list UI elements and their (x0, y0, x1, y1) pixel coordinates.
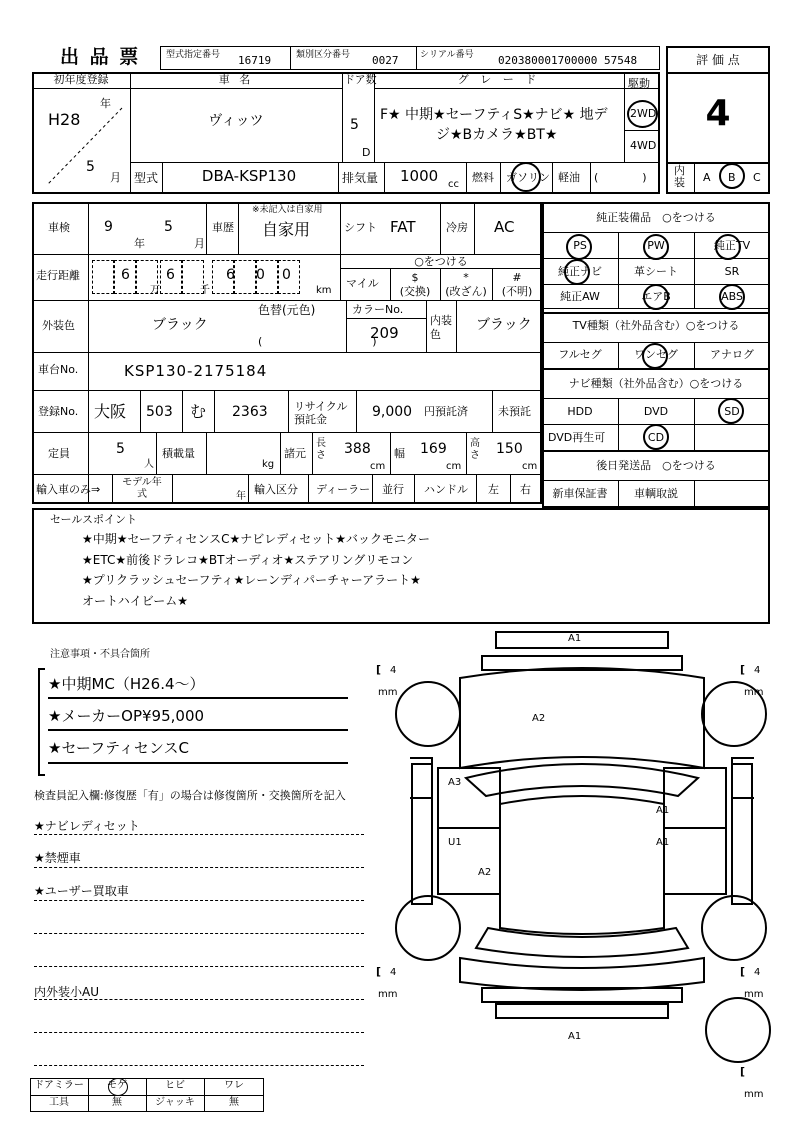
height-label: 高さ (470, 438, 480, 461)
mark-left-rear-door: U1 (448, 837, 462, 848)
sales-line: ★ETC★前後ドラレコ★BTオーディオ★ステアリングリモコン (82, 553, 414, 567)
tv-fullseg: フルセグ (558, 348, 602, 361)
month-unit: 月 (110, 171, 121, 184)
tv-analog: アナログ (710, 348, 754, 361)
tamper-option: (改ざん) (445, 285, 487, 298)
displacement-value: 1000 (400, 167, 439, 185)
displacement-label: 排気量 (342, 171, 379, 185)
int-color-value: ブラック (476, 317, 532, 333)
circle-pw (643, 234, 669, 260)
type-value: DBA-KSP130 (201, 167, 297, 185)
mileage-circle-note: ○をつける (414, 255, 468, 268)
plate-class: 503 (146, 404, 173, 420)
car-damage-diagram (370, 628, 790, 1128)
equip-airbag: エアB (641, 290, 671, 303)
doors-value: 5 (350, 117, 359, 133)
drive-2wd-circle (627, 100, 658, 128)
tv-title: TV種類（社外品含む）○をつける (572, 319, 740, 332)
mark-left-rocker: A2 (478, 867, 492, 878)
dvd-label: DVD再生可 (548, 431, 606, 444)
interior-label: 内装 (674, 164, 685, 189)
era-value: H28 (48, 110, 81, 129)
ext-color-value: ブラック (152, 317, 208, 333)
fuel-gasoline-circle (511, 162, 541, 192)
orig-color-label: 色替(元色) (258, 303, 316, 317)
plate-region: 大阪 (94, 402, 127, 421)
unknown-symbol: # (512, 271, 522, 284)
model-designation-value: 16719 (238, 54, 272, 67)
plate-label: 登録No. (38, 405, 79, 418)
mileage-digit: 6 (121, 267, 130, 283)
width-label: 幅 (394, 447, 405, 460)
mirror-break: ワレ (224, 1080, 244, 1091)
notes-line: ★中期MC（H26.4〜） (48, 675, 205, 693)
score-label: 評 価 点 (696, 53, 740, 67)
tools-label: 工具 (49, 1097, 69, 1108)
doors-type: D (362, 146, 371, 159)
category-value: 0027 (372, 54, 399, 67)
later-title: 後日発送品 ○をつける (596, 459, 716, 472)
sales-title: セールスポイント (50, 513, 138, 526)
serial-value: 020380001700000 57548 (498, 54, 638, 67)
km-unit: km (316, 285, 332, 296)
history-value: 自家用 (262, 220, 311, 239)
circle-airbag (643, 284, 669, 310)
circle-sd (718, 398, 744, 424)
load-label: 積載量 (162, 447, 195, 460)
tire-rr-value: 4 (754, 967, 761, 978)
drive-label: 駆動 (628, 77, 650, 90)
int-color-label: 内装色 (430, 314, 452, 341)
chassis-value: KSP130-2175184 (124, 362, 268, 380)
width-unit: cm (446, 461, 462, 472)
drive-4wd: 4WD (630, 139, 657, 152)
orig-color-paren: ( ) (258, 335, 377, 348)
notes-line: ★メーカーOP¥95,000 (48, 707, 205, 725)
car-name-value: ヴィッツ (208, 113, 264, 129)
grade-label: グ レ ー ド (457, 73, 541, 86)
equip-abs: ABS (721, 290, 743, 303)
tire-rl-unit: mm (378, 989, 398, 1000)
car-name-label: 車 名 (218, 73, 254, 86)
tire-spare-bracket: [ (740, 1065, 746, 1078)
displacement-unit: cc (448, 179, 459, 190)
circle-cd (643, 424, 669, 450)
mirror-mogе: モゲ (107, 1080, 127, 1091)
navi-title: ナビ種類（社外品含む）○をつける (568, 377, 744, 390)
color-no-value: 209 (370, 324, 399, 342)
mirror-label: ドアミラー (34, 1080, 84, 1091)
later-manual: 車輌取説 (634, 487, 678, 500)
mile-option: マイル (346, 277, 379, 290)
recycle-unit: 円預託済 (424, 405, 468, 418)
sales-line: ★中期★セーフティセンスC★ナビレディセット★バックモニター (82, 532, 431, 546)
tire-fr-unit: mm (744, 687, 764, 698)
notes-line: ★セーフティセンスC (48, 739, 189, 757)
later-warranty: 新車保証書 (552, 487, 608, 500)
equip-ps: PS (573, 239, 587, 252)
equip-navi: 純正ナビ (558, 265, 602, 278)
color-no-label: カラーNo. (352, 303, 404, 316)
model-designation-label: 型式指定番号 (166, 50, 221, 60)
tire-rr-unit: mm (744, 989, 764, 1000)
width-value: 169 (420, 441, 447, 457)
inspector-line: ★ナビレディセット (34, 819, 140, 833)
unknown-option: (不明) (501, 285, 533, 298)
fuel-other: ( ) (594, 171, 647, 184)
dvd-value: CD (647, 431, 665, 444)
circle-ps (566, 234, 592, 260)
inspector-line: 内外装小AU (34, 985, 99, 999)
navi-hdd: HDD (567, 405, 593, 418)
mark-left-front-door: A3 (448, 777, 462, 788)
height-unit: cm (522, 461, 538, 472)
shaken-year-unit: 年 (134, 237, 145, 250)
type-label: 型式 (134, 171, 159, 185)
handle-left: 左 (488, 483, 499, 496)
equip-pw: PW (647, 239, 665, 252)
mileage-digit: 6 (166, 267, 175, 283)
height-value: 150 (496, 441, 523, 457)
tire-spare-unit: mm (744, 1089, 764, 1100)
mark-right-front-door: A1 (656, 805, 670, 816)
ext-color-label: 外装色 (42, 319, 75, 332)
navi-dvd: DVD (643, 405, 669, 418)
circle-abs (719, 284, 745, 310)
tamper-symbol: * (463, 271, 469, 284)
score-value: 4 (705, 93, 731, 134)
model-year-unit: 年 (236, 491, 246, 502)
interior-a: A (703, 171, 711, 184)
tools-value: 無 (112, 1097, 122, 1108)
mark-rear-bumper: A1 (568, 1031, 582, 1042)
ac-label: 冷房 (446, 221, 468, 234)
tire-fl-bracket: [ (376, 663, 382, 676)
tire-rl-bracket: [ (376, 965, 382, 978)
dealer-option: ディーラー (316, 483, 371, 496)
sales-line: ★プリクラッシュセーフティ★レーンディパーチャーアラート★ (82, 573, 421, 587)
capacity-unit: 人 (144, 459, 154, 470)
shaken-month: 5 (164, 219, 173, 235)
doors-label: ドア数 (344, 73, 377, 86)
interior-b: B (728, 171, 736, 184)
tire-fl-unit: mm (378, 687, 398, 698)
circle-tv (715, 234, 741, 260)
tire-rl-value: 4 (390, 967, 397, 978)
plate-kana: む (190, 402, 207, 421)
recycle-not: 未預託 (498, 405, 531, 418)
serial-label: シリアル番号 (420, 50, 474, 60)
dims-label: 諸元 (284, 447, 306, 460)
interior-c: C (753, 171, 761, 184)
mark-front-bumper: A1 (568, 633, 582, 644)
plate-number: 2363 (232, 404, 268, 420)
fuel-diesel: 軽油 (558, 171, 580, 184)
inspector-line: ★禁煙車 (34, 851, 81, 865)
mileage-digit: 0 (256, 267, 265, 283)
import-label: 輸入車のみ⇒ (36, 483, 101, 496)
shift-label: シフト (344, 221, 377, 234)
history-label: 車歴 (212, 221, 234, 234)
grade-line1: F★ 中期★セーフティS★ナビ★ 地デ (380, 107, 608, 123)
mileage-digit: 6 (226, 267, 235, 283)
recycle-amount: 9,000 (372, 404, 413, 420)
length-unit: cm (370, 461, 386, 472)
handle-right: 右 (520, 483, 531, 496)
mileage-label: 走行距離 (36, 269, 80, 282)
recycle-label: リサイクル預託金 (294, 400, 348, 426)
interior-b-circle (719, 163, 745, 189)
tire-fr-bracket: [ (740, 663, 746, 676)
circle-moge (108, 1078, 128, 1096)
model-year-label: モデル年式 (122, 477, 162, 500)
mirror-crack: ヒビ (165, 1080, 185, 1091)
equip-sr: SR (724, 265, 740, 278)
first-reg-label: 初年度登録 (53, 73, 109, 86)
jack-label: ジャッキ (155, 1097, 195, 1108)
jack-value: 無 (229, 1097, 239, 1108)
length-value: 388 (344, 441, 371, 457)
year-unit: 年 (100, 97, 111, 110)
load-unit: kg (262, 459, 275, 470)
equip-leather: 革シート (634, 265, 678, 278)
ac-value: AC (494, 218, 515, 236)
fuel-label: 燃料 (472, 171, 494, 184)
drive-2wd: 2WD (630, 107, 657, 120)
circle-navi (564, 259, 590, 285)
mark-right-rear-door: A1 (656, 837, 670, 848)
chassis-label: 車台No. (38, 363, 79, 376)
tire-fl-value: 4 (390, 665, 397, 676)
parallel-option: 並行 (382, 483, 404, 496)
navi-sd: SD (724, 405, 740, 418)
sales-line: オートハイビーム★ (82, 594, 189, 608)
length-label: 長さ (316, 438, 326, 461)
shaken-year: 9 (104, 219, 113, 235)
fuel-gasoline: ガソリン (506, 171, 550, 184)
exchange-symbol: $ (411, 271, 419, 284)
circle-oneseg (642, 343, 668, 369)
notes-title: 注意事項・不具合箇所 (50, 649, 150, 660)
handle-label: ハンドル (424, 483, 468, 496)
import-class-label: 輸入区分 (254, 483, 298, 496)
category-label: 類別区分番号 (296, 50, 351, 60)
inspector-title: 検査員記入欄:修復歴「有」の場合は修復箇所・交換箇所を記入 (34, 789, 346, 802)
capacity-label: 定員 (48, 447, 70, 460)
form-title: 出 品 票 (60, 46, 141, 68)
mark-hood: A2 (532, 713, 546, 724)
exchange-option: (交換) (399, 285, 431, 298)
man-unit: 万 (150, 285, 160, 296)
month-value: 5 (86, 159, 95, 175)
shaken-month-unit: 月 (194, 237, 205, 250)
grade-line2: ジ★Bカメラ★BT★ (436, 127, 558, 143)
tire-fr-value: 4 (754, 665, 761, 676)
equip-tv: 純正TV (713, 239, 751, 252)
equipment-title: 純正装備品 ○をつける (596, 211, 716, 224)
history-note: ※未記入は自家用 (252, 205, 323, 215)
mileage-digit: 0 (282, 267, 291, 283)
shaken-label: 車検 (48, 221, 70, 234)
shift-value: FAT (390, 218, 416, 236)
tire-rr-bracket: [ (740, 965, 746, 978)
sen-unit: 千 (200, 285, 210, 296)
capacity-value: 5 (116, 441, 125, 457)
equip-aw: 純正AW (560, 290, 600, 303)
inspector-line: ★ユーザー買取車 (34, 884, 129, 898)
tv-oneseg: ワンセグ (634, 348, 678, 361)
